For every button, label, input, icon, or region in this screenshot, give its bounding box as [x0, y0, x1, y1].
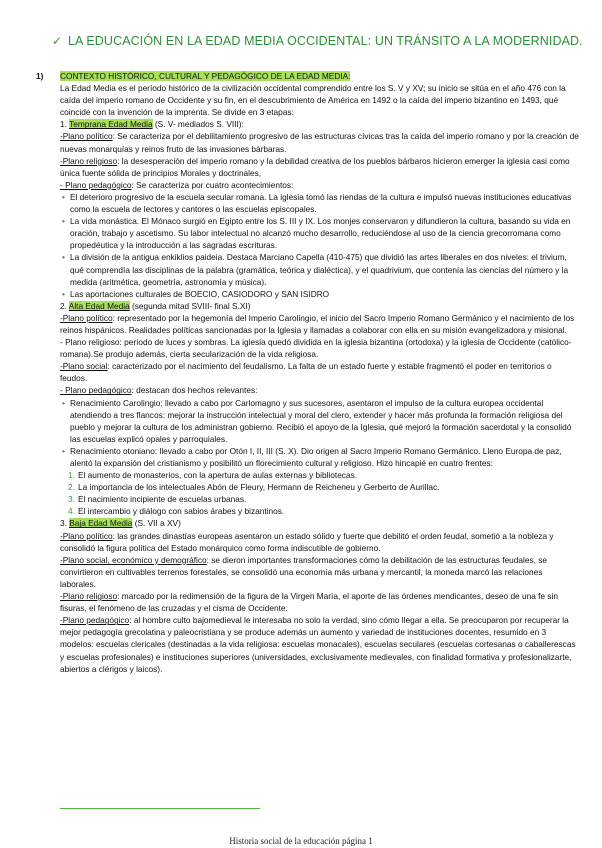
section-heading: CONTEXTO HISTÓRICO, CULTURAL Y PEDAGÓGICO DE LA EDAD MEDIA:: [60, 71, 351, 81]
list-item: • Renacimiento Carolingio: llevado a cabo por Carlomagno y sus sucesores, asentaron el impulso de la cultura europea occidental atendiendo a tres flancos: mejorar la instrucción intelectual y moral del clero, extender y hacer más profunda la formación religiosa del pueblo y mejorar la cultura de los administran gobierno. Recibió el apoyo de la Iglesia, qué mejoró la formación sacerdotal y la consolidó las escuelas explicó opales y parroquiales.: [60, 397, 580, 445]
list-item: • El deterioro progresivo de la escuela secular romana. La iglesia tomó las riendas de la cultura e impulsó nuevas instituciones educativas como la escuela de lectores y cantores o las escuelas episcopales.: [60, 191, 580, 215]
page-title: LA EDUCACIÓN EN LA EDAD MEDIA OCCIDENTAL: UN TRÁNSITO A LA MODERNIDAD.: [68, 34, 583, 48]
stage-2-religious: - Plano religioso: período de luces y sombras. La iglesia quedó dividida en la iglesia bizantina (ortodoxa) y la iglesia de Occidente (católico-romana).Se produjo además, cierta secularización de la vida religiosa.: [60, 337, 572, 360]
section-1: [36, 70, 580, 675]
numbered-item: 3. El nacimiento incipiente de escuelas urbanas.: [68, 494, 247, 505]
page-footer: Historia social de la educación página 1: [229, 836, 373, 846]
stage-3-heading: 3. Baja Edad Media (S. VII a XV): [60, 518, 181, 529]
numbered-item: 4. El intercambio y diálogo con sabios árabes y bizantinos.: [68, 506, 285, 517]
numbered-item: 2. La importancia de los intelectuales Abón de Fleury, Hermann de Reicheneu y Gerberto de Aurillac.: [68, 482, 440, 493]
section-number: 1): [36, 71, 44, 81]
list-item: • Las aportaciones culturales de BOECIO, CASIODORO y SAN ISIDRO: [60, 288, 580, 300]
stage-3-social: -Plano social, económico y demográfico: se dieron importantes transformaciones cómo la debilitación de las estructuras feudales, se convirtieron en cultivables terrenos forestales, se consolidó una economía más urbana y mercantil, la moneda marcó las relaciones laborales.: [60, 554, 548, 589]
stage-2-social: -Plano social: caracterizado por el nacimiento del feudalismo. La falta de un estado fuerte y estable fragmentó el poder en territorios o feudos.: [60, 361, 552, 384]
check-icon[interactable]: ✓: [52, 34, 63, 48]
footer-divider: [60, 808, 260, 809]
stage-1-heading: 1. Temprana Edad Media (S. V- mediados S. VIII):: [60, 119, 244, 130]
stage-1-religious: -Plano religioso: la desesperación del imperio romano y la debilidad creativa de los pueblos bárbaros hicieron emerger la iglesia casi como única fuente sólida de principios Morales y doctrinales,: [60, 155, 570, 178]
stage-2-heading: 2. Alta Edad Media (segunda mitad SVIII- final S.XI): [60, 300, 251, 311]
list-item: • La división de la antigua enkiklios paideia. Destaca Marciano Capella (410-475) que dividió las artes liberales en dos niveles: el trivium, qué comprendía las disciplinas de la palabra (gramática, teórica y dialéctica), y el quadrivium, que contenía las ciencias del número y la medida (aritmética, geometría, astronomía y música).: [60, 251, 580, 287]
list-item: • La vida monástica. El Mónaco surgió en Egipto entre los S. III y IX. Los monjes conservaron y difundieron la cultura, basando su vida en oración, trabajo y ascetismo. Su labor intelectual no alcanzó mucho desarrollo, reduciéndose al uso de la ciencia grecorromana como propedéutica y la introducción a las sagradas escrituras.: [60, 215, 580, 251]
page-header: [52, 34, 597, 48]
stage-3-religious: -Plano religioso: marcado por la redimensión de la figura de la Virgen María, el aporte de las órdenes mendicantes, deseo de una fe sin fisuras, el fenómeno de las cruzadas y el cisma de Occidente.: [60, 591, 558, 614]
stage-2-pedagogical: - Plano pedagógico: destacan dos hechos relevantes:: [60, 385, 258, 396]
stage-3-political: -Plano político: las grandes dinastías europeas asentaron un estado sólido y fuerte que debilitó el orden feudal, sometió a la nobleza y consolidó la figura política del Estado monárquico como forma indiscutible de gobierno.: [60, 530, 554, 553]
numbered-item: 1. El aumento de monasterios, con la apertura de aulas externas y bibliotecas.: [68, 470, 358, 481]
stage-1-pedagogical: - Plano pedagógico: Se caracteriza por cuatro acontecimientos:: [60, 179, 294, 190]
stage-3-pedagogical: -Plano pedagógico: al hombre culto bajomedieval le interesaba no solo la verdad, sino cómo llegar a ella. Se preocuparon por recuperar la mejor pedagogía grecolatina y paleocristiana y se produce además un aumento y variedad de instituciones docentes, resumido en 3 modelos: escuelas clericales (destinadas a la vida religiosa: escuelas monacales), escuelas seculares (escuelas cortesanas o caballerescas y escuelas profesionales) e instituciones superiores (universidades, exclusivamente medievales, con finalidad formativa y profesionalizarte, abiertos a clérigos y laicos).: [60, 615, 576, 674]
stage-1-political: -Plano político: Se caracteriza por el debilitamiento progresivo de las estructuras cívicas tras la caída del imperio romano y por la creación de nuevas monarquías y reinos fruto de las invasiones bárbaras.: [60, 131, 579, 154]
stage-2-political: -Plano político: representado por la hegemonía del Imperio Carolingio, el inicio del Sacro Imperio Romano Germánico y el nacimiento de los reinos hispánicos. Realidades políticas sancionadas por la Iglesia y llamadas a colaborar con ella en su misión evangelizadora y misional.: [60, 312, 575, 335]
list-item: • Renacimiento otoniano: llevado a cabo por Otón I, II, III (S. X). Dio origen al Sacro Imperio Romano Germánico. Lleno Europa de paz, alentó la expansión del cristianismo y posibilitó un florecimiento cultural y religioso. Hizo hincapié en cuatro frentes:: [60, 445, 580, 469]
intro-paragraph: La Edad Media es el período histórico de la civilización occidental comprendido entre los S. V y XV; su inicio se sitúa en el año 476 con la caída del imperio romano de Occidente y su fin, en el descubrimiento de América en 1492 o la caída del imperio bizantino en 1493, qué coincide con la invención de la imprenta. Se divide en 3 etapas:: [60, 83, 566, 118]
